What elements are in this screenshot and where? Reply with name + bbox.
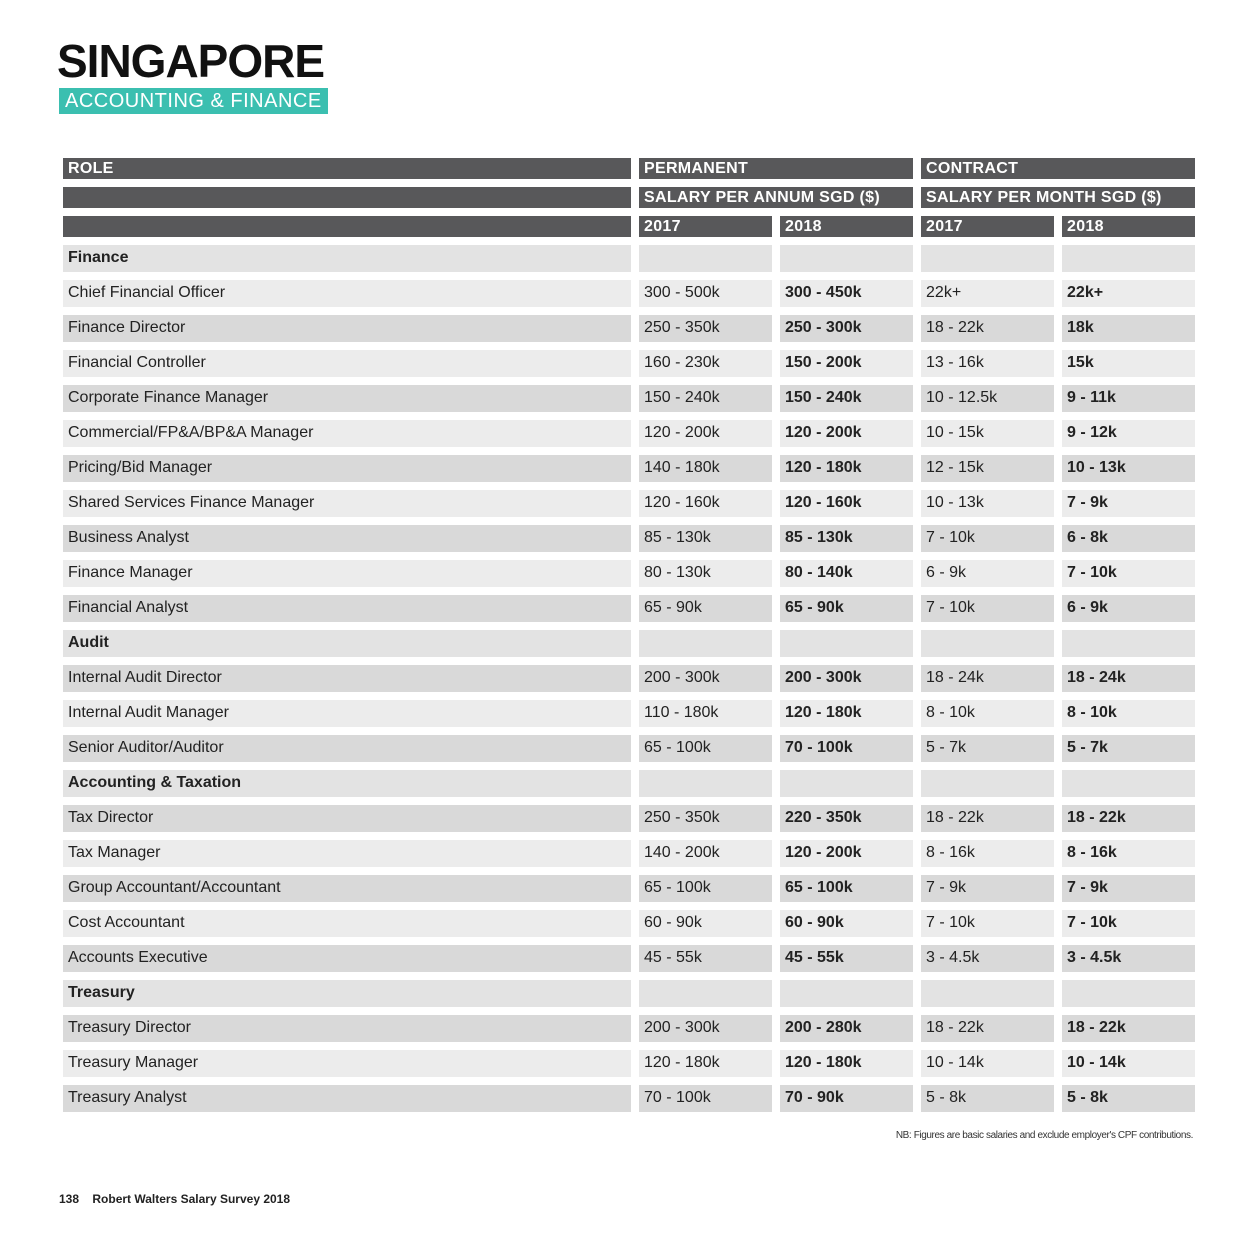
contract-2017-cell: 10 - 14k — [921, 1050, 1054, 1085]
table-row — [63, 945, 1195, 980]
permanent-2017-cell: 60 - 90k — [639, 910, 772, 945]
contract-2018-cell: 15k — [1062, 350, 1195, 385]
year-header: 2018 — [1062, 216, 1195, 237]
permanent-2018-cell: 200 - 300k — [780, 665, 913, 700]
role-cell: Internal Audit Director — [63, 665, 631, 700]
contract-2018-cell: 10 - 14k — [1062, 1050, 1195, 1085]
contract-2018-cell — [1062, 980, 1195, 1015]
permanent-2017-cell: 300 - 500k — [639, 280, 772, 315]
role-cell: Finance Director — [63, 315, 631, 350]
role-cell: Senior Auditor/Auditor — [63, 735, 631, 770]
role-cell: Corporate Finance Manager — [63, 385, 631, 420]
permanent-2018-cell: 120 - 180k — [780, 455, 913, 490]
publication-title: Robert Walters Salary Survey 2018 — [92, 1192, 291, 1206]
contract-2018-cell: 5 - 7k — [1062, 735, 1195, 770]
permanent-2017-cell: 140 - 180k — [639, 455, 772, 490]
role-cell: Group Accountant/Accountant — [63, 875, 631, 910]
contract-2017-cell — [921, 245, 1054, 280]
role-subheader-blank — [63, 187, 631, 208]
role-cell: Cost Accountant — [63, 910, 631, 945]
role-cell: Shared Services Finance Manager — [63, 490, 631, 525]
permanent-2017-cell: 65 - 100k — [639, 875, 772, 910]
contract-2018-cell: 9 - 11k — [1062, 385, 1195, 420]
role-cell: Finance — [63, 245, 631, 280]
table-subheader-row — [63, 187, 1195, 208]
table-row — [63, 595, 1195, 630]
contract-2017-cell: 3 - 4.5k — [921, 945, 1054, 980]
permanent-2018-cell: 70 - 100k — [780, 735, 913, 770]
table-row — [63, 665, 1195, 700]
table-row — [63, 735, 1195, 770]
permanent-2018-cell — [780, 770, 913, 805]
contract-2017-cell: 18 - 22k — [921, 1015, 1054, 1050]
table-group-row — [63, 980, 1195, 1015]
year-header: 2018 — [780, 216, 913, 237]
contract-2018-cell: 3 - 4.5k — [1062, 945, 1195, 980]
permanent-2018-cell: 220 - 350k — [780, 805, 913, 840]
contract-2018-cell: 22k+ — [1062, 280, 1195, 315]
role-cell: Treasury Director — [63, 1015, 631, 1050]
table-group-row — [63, 630, 1195, 665]
contract-2017-cell: 10 - 15k — [921, 420, 1054, 455]
permanent-2018-cell: 65 - 90k — [780, 595, 913, 630]
contract-2018-cell — [1062, 245, 1195, 280]
contract-2017-cell: 13 - 16k — [921, 350, 1054, 385]
permanent-2018-cell: 150 - 240k — [780, 385, 913, 420]
role-cell: Internal Audit Manager — [63, 700, 631, 735]
permanent-2017-cell: 250 - 350k — [639, 315, 772, 350]
table-row — [63, 875, 1195, 910]
contract-2017-cell: 22k+ — [921, 280, 1054, 315]
permanent-2018-cell: 150 - 200k — [780, 350, 913, 385]
table-row — [63, 1015, 1195, 1050]
page-footer — [59, 1192, 300, 1206]
role-cell: Chief Financial Officer — [63, 280, 631, 315]
table-row — [63, 805, 1195, 840]
contract-2018-cell: 6 - 8k — [1062, 525, 1195, 560]
permanent-2017-cell: 70 - 100k — [639, 1085, 772, 1120]
contract-2017-cell: 5 - 8k — [921, 1085, 1054, 1120]
contract-2018-cell: 7 - 9k — [1062, 490, 1195, 525]
permanent-2017-cell — [639, 980, 772, 1015]
permanent-2017-cell: 160 - 230k — [639, 350, 772, 385]
contract-2018-cell — [1062, 770, 1195, 805]
permanent-2017-cell: 200 - 300k — [639, 665, 772, 700]
table-row — [63, 910, 1195, 945]
permanent-2018-cell — [780, 980, 913, 1015]
permanent-2017-cell: 150 - 240k — [639, 385, 772, 420]
role-cell: Treasury — [63, 980, 631, 1015]
table-group-row — [63, 770, 1195, 805]
permanent-2018-cell: 120 - 200k — [780, 840, 913, 875]
permanent-2018-cell: 45 - 55k — [780, 945, 913, 980]
contract-2018-cell: 8 - 10k — [1062, 700, 1195, 735]
role-cell: Commercial/FP&A/BP&A Manager — [63, 420, 631, 455]
contract-2018-cell: 5 - 8k — [1062, 1085, 1195, 1120]
salary-table — [55, 158, 1203, 1120]
table-row — [63, 1085, 1195, 1120]
contract-2017-cell: 18 - 22k — [921, 315, 1054, 350]
contract-2017-cell: 18 - 22k — [921, 805, 1054, 840]
contract-2018-cell — [1062, 630, 1195, 665]
contract-2018-cell: 6 - 9k — [1062, 595, 1195, 630]
contract-2017-cell — [921, 980, 1054, 1015]
contract-2017-cell: 12 - 15k — [921, 455, 1054, 490]
permanent-2018-cell: 60 - 90k — [780, 910, 913, 945]
contract-column-header: CONTRACT — [921, 158, 1195, 179]
table-row — [63, 350, 1195, 385]
role-column-header: ROLE — [63, 158, 631, 179]
table-row — [63, 700, 1195, 735]
contract-2018-cell: 18 - 22k — [1062, 805, 1195, 840]
permanent-2018-cell — [780, 630, 913, 665]
permanent-column-header: PERMANENT — [639, 158, 913, 179]
permanent-2018-cell: 300 - 450k — [780, 280, 913, 315]
table-row — [63, 840, 1195, 875]
page-title: SINGAPORE — [57, 35, 325, 87]
permanent-2017-cell — [639, 630, 772, 665]
role-cell: Tax Director — [63, 805, 631, 840]
permanent-2017-cell: 85 - 130k — [639, 525, 772, 560]
permanent-2018-cell: 120 - 160k — [780, 490, 913, 525]
role-cell: Financial Controller — [63, 350, 631, 385]
contract-2017-cell — [921, 770, 1054, 805]
role-cell: Treasury Analyst — [63, 1085, 631, 1120]
permanent-2017-cell: 65 - 90k — [639, 595, 772, 630]
contract-2017-cell: 8 - 16k — [921, 840, 1054, 875]
permanent-2017-cell: 45 - 55k — [639, 945, 772, 980]
role-cell: Audit — [63, 630, 631, 665]
contract-2018-cell: 9 - 12k — [1062, 420, 1195, 455]
table-year-row — [63, 216, 1195, 237]
contract-2018-cell: 18 - 22k — [1062, 1015, 1195, 1050]
table-row — [63, 525, 1195, 560]
contract-2017-cell: 7 - 10k — [921, 910, 1054, 945]
contract-2018-cell: 18k — [1062, 315, 1195, 350]
permanent-2017-cell: 140 - 200k — [639, 840, 772, 875]
contract-2018-cell: 7 - 10k — [1062, 910, 1195, 945]
role-year-blank — [63, 216, 631, 237]
permanent-2017-cell — [639, 245, 772, 280]
role-cell: Finance Manager — [63, 560, 631, 595]
table-row — [63, 385, 1195, 420]
table-row — [63, 280, 1195, 315]
year-header: 2017 — [639, 216, 772, 237]
role-cell: Accounting & Taxation — [63, 770, 631, 805]
contract-2017-cell: 7 - 10k — [921, 525, 1054, 560]
table-row — [63, 490, 1195, 525]
contract-2017-cell: 7 - 9k — [921, 875, 1054, 910]
role-cell: Tax Manager — [63, 840, 631, 875]
permanent-2018-cell: 70 - 90k — [780, 1085, 913, 1120]
permanent-2018-cell: 120 - 180k — [780, 1050, 913, 1085]
table-row — [63, 1050, 1195, 1085]
permanent-2017-cell: 80 - 130k — [639, 560, 772, 595]
permanent-2017-cell: 120 - 180k — [639, 1050, 772, 1085]
table-row — [63, 455, 1195, 490]
table-group-row — [63, 245, 1195, 280]
permanent-2017-cell: 200 - 300k — [639, 1015, 772, 1050]
permanent-2018-cell: 80 - 140k — [780, 560, 913, 595]
role-cell: Pricing/Bid Manager — [63, 455, 631, 490]
contract-2017-cell: 6 - 9k — [921, 560, 1054, 595]
role-cell: Business Analyst — [63, 525, 631, 560]
permanent-salary-unit-header: SALARY PER ANNUM SGD ($) — [639, 187, 913, 208]
year-header: 2017 — [921, 216, 1054, 237]
contract-2017-cell: 7 - 10k — [921, 595, 1054, 630]
contract-2017-cell: 18 - 24k — [921, 665, 1054, 700]
contract-salary-unit-header: SALARY PER MONTH SGD ($) — [921, 187, 1195, 208]
section-subtitle: ACCOUNTING & FINANCE — [59, 88, 328, 114]
contract-2017-cell: 10 - 13k — [921, 490, 1054, 525]
role-cell: Accounts Executive — [63, 945, 631, 980]
permanent-2018-cell: 85 - 130k — [780, 525, 913, 560]
contract-2017-cell: 10 - 12.5k — [921, 385, 1054, 420]
contract-2017-cell — [921, 630, 1054, 665]
contract-2018-cell: 10 - 13k — [1062, 455, 1195, 490]
contract-2018-cell: 8 - 16k — [1062, 840, 1195, 875]
permanent-2018-cell — [780, 245, 913, 280]
footnote: NB: Figures are basic salaries and exclude employer's CPF contributions. — [895, 1130, 1193, 1141]
permanent-2018-cell: 250 - 300k — [780, 315, 913, 350]
contract-2018-cell: 18 - 24k — [1062, 665, 1195, 700]
role-cell: Treasury Manager — [63, 1050, 631, 1085]
permanent-2018-cell: 120 - 200k — [780, 420, 913, 455]
permanent-2018-cell: 120 - 180k — [780, 700, 913, 735]
contract-2018-cell: 7 - 9k — [1062, 875, 1195, 910]
page-number: 138 — [59, 1192, 80, 1206]
permanent-2017-cell: 120 - 160k — [639, 490, 772, 525]
permanent-2017-cell: 65 - 100k — [639, 735, 772, 770]
permanent-2018-cell: 200 - 280k — [780, 1015, 913, 1050]
contract-2018-cell: 7 - 10k — [1062, 560, 1195, 595]
contract-2017-cell: 5 - 7k — [921, 735, 1054, 770]
table-header-row — [63, 158, 1195, 179]
table-row — [63, 420, 1195, 455]
contract-2017-cell: 8 - 10k — [921, 700, 1054, 735]
permanent-2017-cell: 110 - 180k — [639, 700, 772, 735]
table-row — [63, 560, 1195, 595]
permanent-2017-cell: 120 - 200k — [639, 420, 772, 455]
permanent-2017-cell — [639, 770, 772, 805]
role-cell: Financial Analyst — [63, 595, 631, 630]
permanent-2018-cell: 65 - 100k — [780, 875, 913, 910]
table-row — [63, 315, 1195, 350]
permanent-2017-cell: 250 - 350k — [639, 805, 772, 840]
